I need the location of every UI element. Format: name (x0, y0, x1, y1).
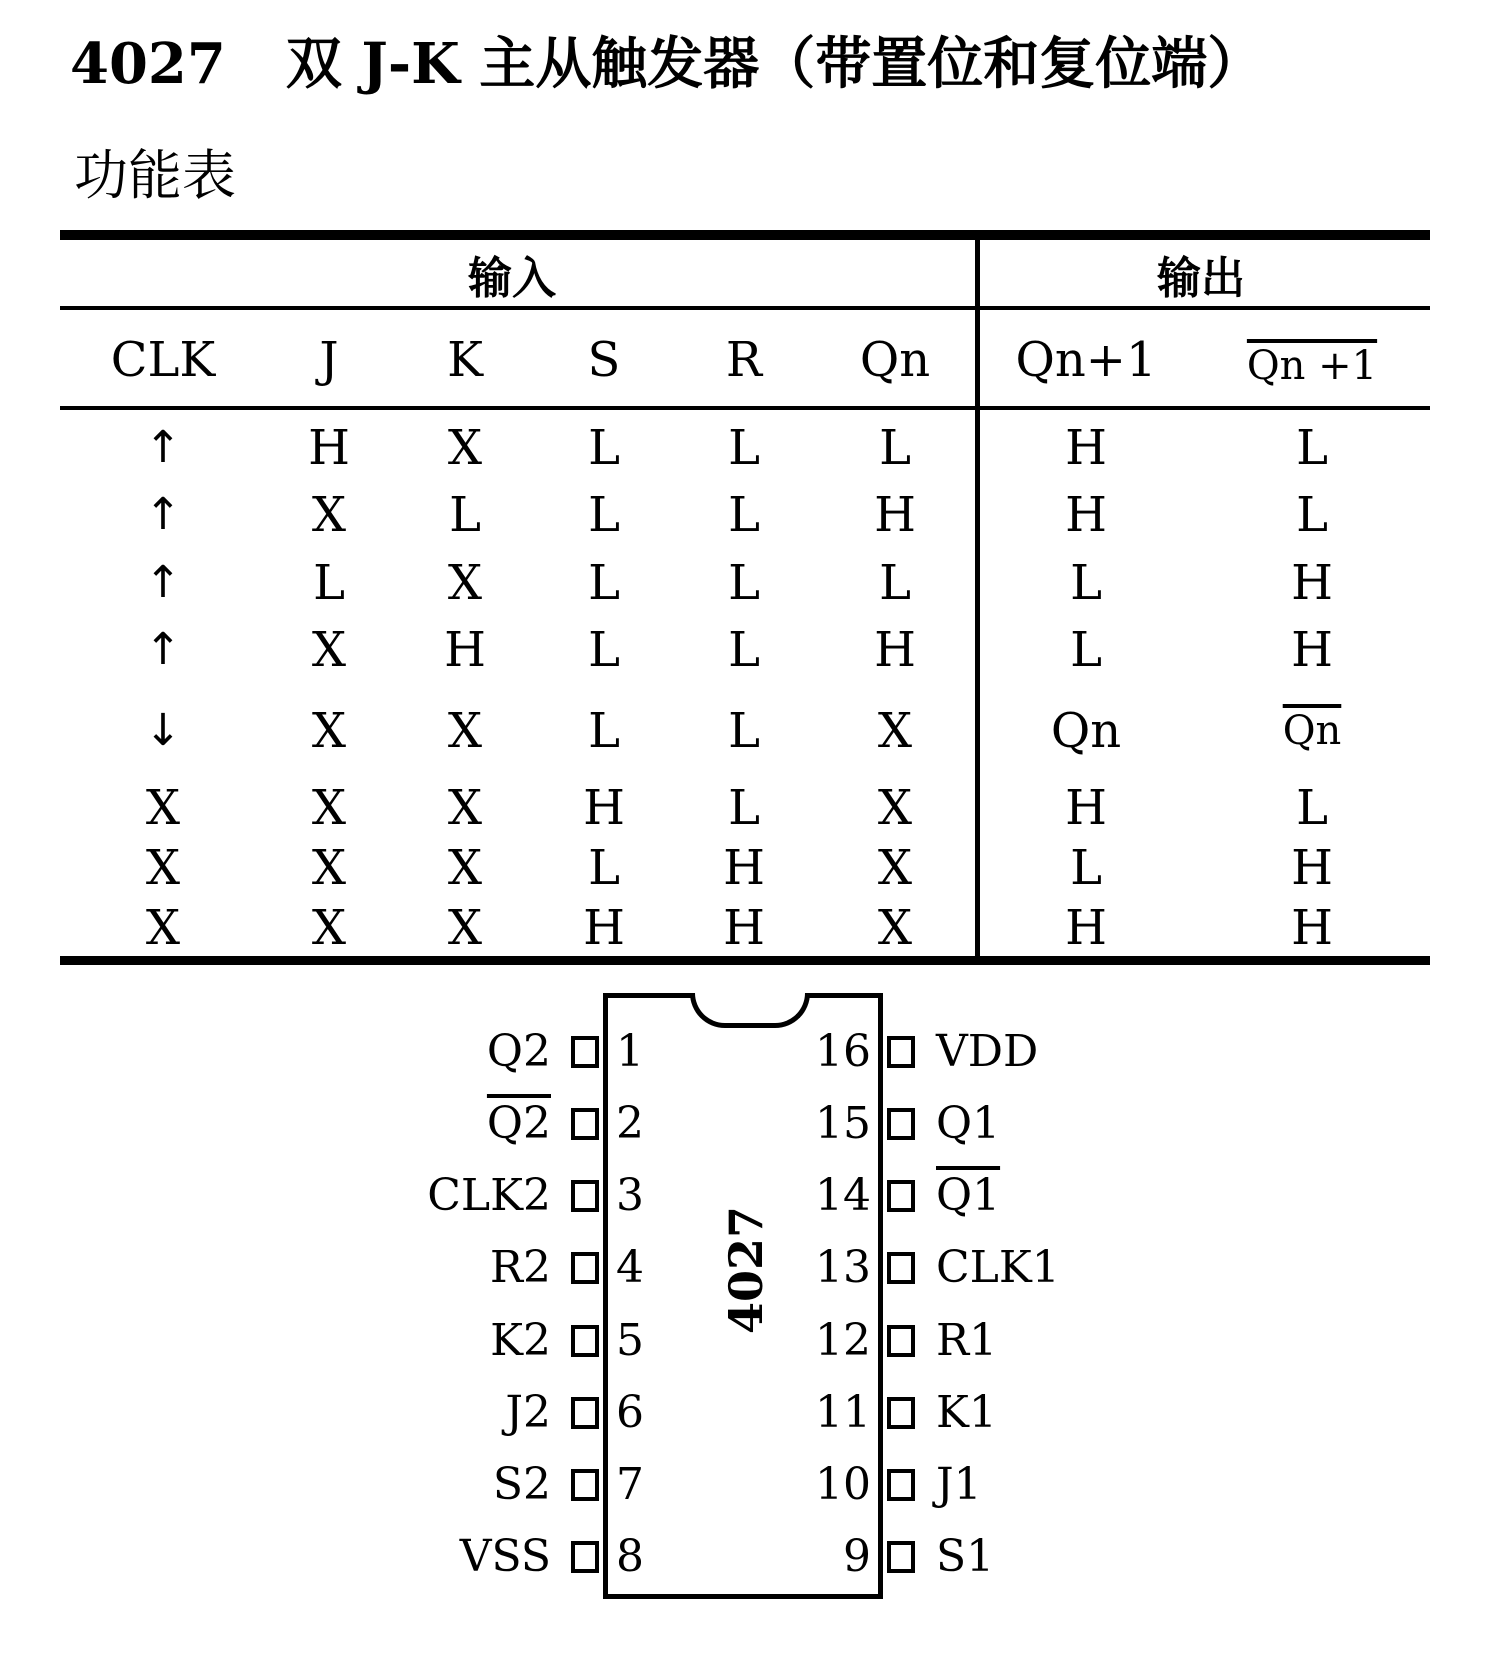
table-cell: L (449, 487, 481, 543)
table-cell: H (1291, 555, 1333, 611)
pin-16-number: 16 (815, 1026, 871, 1077)
pin-9-box (887, 1541, 915, 1573)
table-cell: L (728, 420, 760, 476)
pin-8-number: 8 (616, 1531, 644, 1582)
table-cell: H (723, 840, 765, 896)
table-cell: X (447, 555, 483, 611)
pin-10-number: 10 (815, 1459, 871, 1510)
pin-9-number: 9 (843, 1531, 871, 1582)
table-top-rule (60, 230, 1430, 240)
table-cell: L (1296, 420, 1328, 476)
pin-6-box (571, 1397, 599, 1429)
pin-1-box (571, 1036, 599, 1068)
pin-1-number: 1 (616, 1026, 644, 1077)
pin-1-name: Q2 (486, 1026, 551, 1077)
table-cell: Qn (1050, 703, 1122, 759)
pin-11-box (887, 1397, 915, 1429)
table-cell: $\overline{Qn}$ (1282, 708, 1342, 754)
pin-7-box (571, 1469, 599, 1501)
pin-15-box (887, 1108, 915, 1140)
table-cell: H (1291, 840, 1333, 896)
table-cell: L (1070, 622, 1102, 678)
pin-16-box (887, 1036, 915, 1068)
pin-8-box (571, 1541, 599, 1573)
table-cell: X (447, 780, 483, 836)
pin-14-name: Q1 (936, 1170, 1001, 1221)
pin-12-number: 12 (815, 1315, 871, 1366)
table-cell: L (728, 703, 760, 759)
pin-14-box (887, 1180, 915, 1212)
pin-13-box (887, 1252, 915, 1284)
pin-4-name: R2 (489, 1242, 551, 1293)
table-cell: X (145, 900, 181, 956)
pin-11-number: 11 (815, 1387, 871, 1438)
table-cell: H (1291, 622, 1333, 678)
table-cell: X (311, 622, 347, 678)
column-header: K (447, 332, 483, 388)
pin-2-number: 2 (616, 1098, 644, 1149)
pin-6-name: J2 (505, 1387, 551, 1438)
pin-8-name: VSS (459, 1531, 551, 1582)
output-group-header: 输出 (1157, 253, 1245, 304)
table-cell: ↑ (144, 422, 182, 473)
table-cell: X (145, 840, 181, 896)
table-cell: L (588, 487, 620, 543)
table-cell: L (588, 420, 620, 476)
table-cell: X (877, 900, 913, 956)
table-cell: L (1070, 840, 1102, 896)
table-cell: X (877, 703, 913, 759)
column-header: J (319, 332, 339, 388)
table-cell: L (1296, 487, 1328, 543)
part-number: 4027 (70, 31, 226, 97)
pin-7-name: S2 (492, 1459, 551, 1510)
pin-6-number: 6 (616, 1387, 644, 1438)
pin-13-name: CLK1 (936, 1242, 1060, 1293)
table-cell: ↓ (144, 705, 182, 756)
table-cell: H (1065, 420, 1107, 476)
table-group-rule (60, 306, 1430, 310)
column-header: Qn+1 (1015, 332, 1157, 388)
table-cell: L (728, 487, 760, 543)
column-header: CLK (110, 332, 216, 388)
table-cell: L (1070, 555, 1102, 611)
pin-3-name: CLK2 (427, 1170, 551, 1221)
table-cell: ↑ (144, 489, 182, 540)
column-header: Qn +1 (1246, 343, 1378, 389)
pin-3-number: 3 (616, 1170, 644, 1221)
table-cell: H (1065, 487, 1107, 543)
pin-10-box (887, 1469, 915, 1501)
table-cell: L (1296, 780, 1328, 836)
table-cell: ↑ (144, 557, 182, 608)
table-cell: L (728, 622, 760, 678)
ic-notch (690, 993, 810, 1028)
pin-5-name: K2 (490, 1315, 551, 1366)
pin-11-name: K1 (936, 1387, 997, 1438)
table-header-rule (60, 406, 1430, 410)
pin-15-number: 15 (815, 1098, 871, 1149)
pin-16-name: VDD (936, 1026, 1039, 1077)
pin-2-name: Q2 (486, 1098, 551, 1149)
table-cell: L (313, 555, 345, 611)
pin-12-box (887, 1325, 915, 1357)
table-cell: H (723, 900, 765, 956)
pin-9-name: S1 (936, 1531, 995, 1582)
table-cell: X (877, 780, 913, 836)
pin-10-name: J1 (936, 1459, 982, 1510)
table-cell: L (879, 555, 911, 611)
table-cell: X (447, 420, 483, 476)
table-cell: L (728, 780, 760, 836)
table-cell: X (311, 487, 347, 543)
table-cell: X (311, 703, 347, 759)
table-cell: H (308, 420, 350, 476)
pin-12-name: R1 (936, 1315, 998, 1366)
table-cell: H (444, 622, 486, 678)
input-group-header: 输入 (468, 253, 556, 304)
section-title: 功能表 (74, 144, 236, 207)
pin-15-name: Q1 (936, 1098, 1001, 1149)
table-cell: L (588, 622, 620, 678)
table-cell: X (311, 780, 347, 836)
pin-4-number: 4 (616, 1242, 644, 1293)
column-header: R (725, 332, 763, 388)
pin-4-box (571, 1252, 599, 1284)
column-header: Qn (859, 332, 931, 388)
table-cell: X (447, 703, 483, 759)
table-cell: X (447, 840, 483, 896)
table-cell: H (1065, 780, 1107, 836)
table-cell: H (583, 900, 625, 956)
table-cell: H (1065, 900, 1107, 956)
pin-13-number: 13 (815, 1242, 871, 1293)
table-cell: X (877, 840, 913, 896)
ic-label: 4027 (719, 1205, 773, 1335)
table-bottom-rule (60, 956, 1430, 965)
table-cell: L (588, 555, 620, 611)
pin-14-number: 14 (815, 1170, 871, 1221)
table-cell: X (145, 780, 181, 836)
table-cell: L (728, 555, 760, 611)
table-cell: H (874, 487, 916, 543)
column-header: S (587, 332, 621, 388)
table-cell: X (311, 900, 347, 956)
table-cell: H (874, 622, 916, 678)
table-cell: H (583, 780, 625, 836)
pin-7-number: 7 (616, 1459, 644, 1510)
pin-5-number: 5 (616, 1315, 644, 1366)
page-title (70, 31, 1264, 97)
table-cell: H (1291, 900, 1333, 956)
table-cell: L (588, 840, 620, 896)
part-description: 双 J-K 主从触发器（带置位和复位端） (285, 31, 1264, 97)
table-cell: X (447, 900, 483, 956)
table-column-divider (975, 236, 980, 961)
table-cell: X (311, 840, 347, 896)
pin-5-box (571, 1325, 599, 1357)
table-cell: L (879, 420, 911, 476)
pin-3-box (571, 1180, 599, 1212)
pin-2-box (571, 1108, 599, 1140)
table-cell: ↑ (144, 624, 182, 675)
table-cell: L (588, 703, 620, 759)
